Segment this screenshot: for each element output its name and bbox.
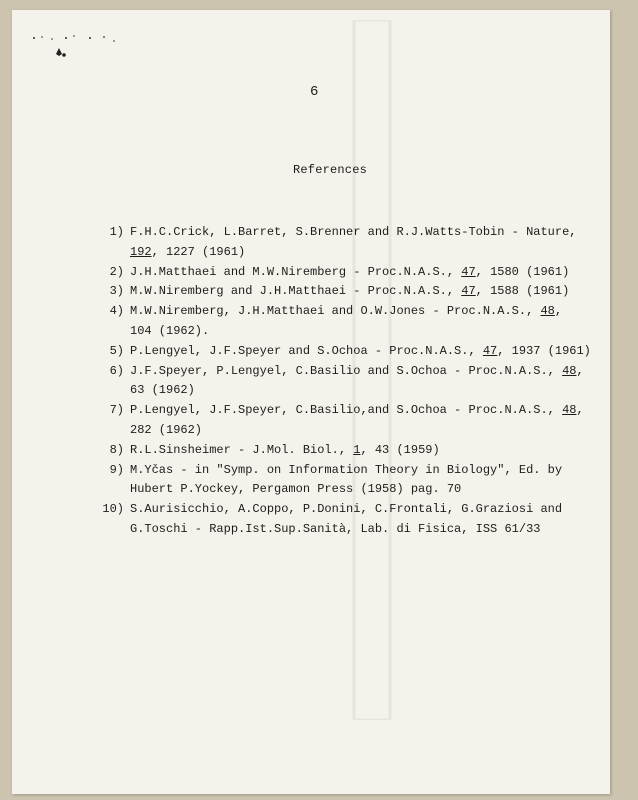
reference-line	[130, 282, 608, 302]
reference-number: 3)	[109, 284, 124, 299]
reference-number: 7)	[109, 403, 124, 418]
reference-item	[102, 500, 608, 540]
reference-number: 10)	[102, 502, 124, 517]
reference-text: P.Lengyel, J.F.Speyer and S.Ochoa - Proc.N.A.S.,	[130, 343, 483, 358]
reference-line	[130, 362, 608, 382]
volume-number: 47	[461, 264, 476, 279]
reference-line	[130, 243, 608, 263]
reference-text: G.Toschi - Rapp.Ist.Sup.Sanità, Lab. di Fisica, ISS 61/33	[130, 521, 541, 536]
reference-line	[130, 461, 608, 481]
reference-item	[102, 282, 608, 302]
reference-text: 63 (1962)	[130, 383, 195, 398]
volume-number: 48	[540, 304, 555, 319]
reference-line	[130, 381, 608, 401]
reference-item	[102, 401, 608, 441]
reference-item	[102, 362, 608, 402]
reference-number: 8)	[109, 442, 124, 457]
reference-line	[130, 322, 608, 342]
reference-text: Hubert P.Yockey, Pergamon Press (1958) pag. 70	[130, 482, 462, 497]
reference-text: J.F.Speyer, P.Lengyel, C.Basilio and S.Ochoa - Proc.N.A.S.,	[130, 363, 563, 378]
reference-list	[102, 223, 608, 540]
reference-text: R.L.Sinsheimer - J.Mol. Biol.,	[130, 442, 354, 457]
reference-text: , 1588 (1961)	[475, 284, 570, 299]
reference-number: 4)	[109, 304, 124, 319]
document-page	[12, 10, 610, 794]
reference-number: 1)	[109, 225, 124, 239]
reference-number: 6)	[109, 363, 124, 378]
page-title: References	[293, 163, 368, 177]
reference-number: 9)	[109, 462, 124, 477]
reference-text: 282 (1962)	[130, 422, 203, 437]
reference-text: ,	[576, 363, 584, 378]
reference-text: M.W.Niremberg, J.H.Matthaei and O.W.Jones - Proc.N.A.S.,	[130, 304, 541, 319]
reference-text: ,	[576, 403, 584, 418]
reference-text: ,	[554, 304, 563, 319]
reference-text: 104 (1962).	[130, 323, 210, 338]
reference-item	[102, 263, 608, 283]
reference-line	[130, 302, 608, 322]
volume-number: 48	[562, 403, 577, 418]
reference-line	[130, 263, 608, 283]
reference-line	[130, 441, 608, 461]
reference-text: M.W.Niremberg and J.H.Matthaei - Proc.N.A.S.,	[130, 284, 462, 299]
ink-specks	[30, 32, 120, 68]
reference-item	[102, 441, 608, 461]
reference-text: , 1580 (1961)	[475, 264, 570, 279]
reference-line	[130, 480, 608, 500]
reference-text: J.H.Matthaei and M.W.Niremberg - Proc.N.A.S.,	[130, 264, 462, 279]
reference-text: , 1937 (1961)	[497, 343, 591, 358]
reference-line	[130, 401, 608, 421]
page-number: 6	[310, 84, 319, 100]
volume-number: 48	[562, 363, 577, 378]
reference-text: F.H.C.Crick, L.Barret, S.Brenner and R.J.Watts-Tobin - Nature,	[130, 225, 577, 239]
reference-text: P.Lengyel, J.F.Speyer, C.Basilio,and S.Ochoa - Proc.N.A.S.,	[130, 403, 563, 418]
reference-item	[102, 223, 608, 263]
volume-number: 1	[353, 442, 361, 457]
reference-line	[130, 500, 608, 520]
reference-item	[102, 302, 608, 342]
reference-number: 2)	[109, 264, 124, 279]
reference-text: , 1227 (1961)	[151, 244, 246, 259]
reference-text: S.Aurisicchio, A.Coppo, P.Donini, C.Frontali, G.Graziosi and	[130, 502, 563, 517]
reference-text: , 43 (1959)	[360, 442, 440, 457]
volume-number: 47	[482, 343, 498, 358]
reference-item	[102, 342, 608, 362]
reference-item	[102, 461, 608, 501]
volume-number: 192	[130, 244, 152, 259]
reference-line	[130, 342, 608, 362]
volume-number: 47	[461, 284, 476, 299]
reference-text: M.Yčas - in "Symp. on Information Theory in Biology", Ed. by	[130, 462, 563, 477]
reference-line	[130, 223, 608, 243]
reference-line	[130, 421, 608, 441]
reference-line	[130, 520, 608, 540]
reference-number: 5)	[109, 343, 124, 358]
